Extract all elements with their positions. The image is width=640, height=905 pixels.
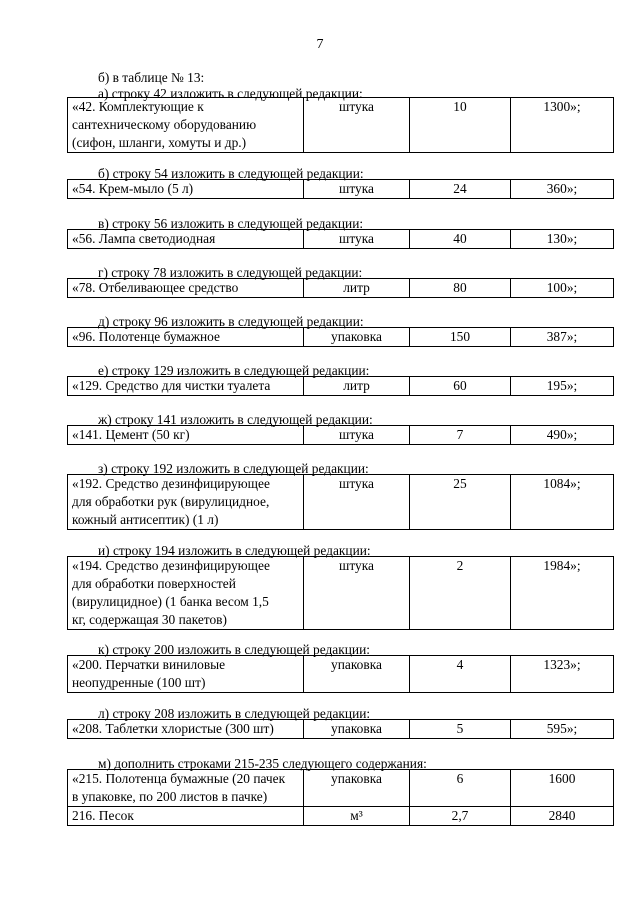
table-192: [67, 474, 614, 530]
table-row: [68, 279, 614, 298]
item-name-cell: «208. Таблетки хлористые (300 шт): [68, 720, 304, 739]
table-row: [68, 557, 614, 630]
table-row: [68, 328, 614, 347]
item-name-cell: «96. Полотенце бумажное: [68, 328, 304, 347]
unit-cell: упаковка: [304, 720, 410, 739]
unit-cell: штука: [304, 426, 410, 445]
table-54: [67, 179, 614, 199]
unit-cell: упаковка: [304, 328, 410, 347]
table-200: [67, 655, 614, 693]
unit-cell: упаковка: [304, 656, 410, 693]
table-row: [68, 377, 614, 396]
h-129: е) строку 129 изложить в следующей редакции:: [98, 363, 370, 378]
item-name-cell: 216. Песок: [68, 807, 304, 826]
h-42: а) строку 42 изложить в следующей редакции:: [98, 86, 363, 101]
price-cell: 100»;: [511, 279, 614, 298]
item-name-cell: «78. Отбеливающее средство: [68, 279, 304, 298]
table-42: [67, 97, 614, 153]
price-cell: 1300»;: [511, 98, 614, 153]
item-name-cell: «42. Комплектующие к сантехническому оборудованию (сифон, шланги, хомуты и др.): [68, 98, 304, 153]
qty-cell: 2: [410, 557, 511, 630]
qty-cell: 6: [410, 770, 511, 807]
table-row: [68, 475, 614, 530]
price-cell: 1084»;: [511, 475, 614, 530]
item-name-cell: «54. Крем-мыло (5 л): [68, 180, 304, 199]
qty-cell: 25: [410, 475, 511, 530]
h-194: и) строку 194 изложить в следующей редакции:: [98, 543, 371, 558]
table-96: [67, 327, 614, 347]
h-78: г) строку 78 изложить в следующей редакции:: [98, 265, 363, 280]
qty-cell: 2,7: [410, 807, 511, 826]
item-name-cell: «129. Средство для чистки туалета: [68, 377, 304, 396]
h-215: м) дополнить строками 215-235 следующего содержания:: [98, 756, 427, 771]
table-215-235: [67, 769, 614, 826]
qty-cell: 40: [410, 230, 511, 249]
table-row: [68, 656, 614, 693]
unit-cell: м³: [304, 807, 410, 826]
h-56: в) строку 56 изложить в следующей редакции:: [98, 216, 364, 231]
table-194: [67, 556, 614, 630]
unit-cell: штука: [304, 98, 410, 153]
price-cell: 595»;: [511, 720, 614, 739]
unit-cell: литр: [304, 377, 410, 396]
item-name-cell: «192. Средство дезинфицирующее для обработки рук (вирулицидное, кожный антисептик) (1 л): [68, 475, 304, 530]
qty-cell: 60: [410, 377, 511, 396]
table-row: [68, 770, 614, 807]
price-cell: 2840: [511, 807, 614, 826]
price-cell: 387»;: [511, 328, 614, 347]
item-name-cell: «215. Полотенца бумажные (20 пачек в упаковке, по 200 листов в пачке): [68, 770, 304, 807]
price-cell: 1600: [511, 770, 614, 807]
price-cell: 1323»;: [511, 656, 614, 693]
table-row: [68, 807, 614, 826]
h-54: б) строку 54 изложить в следующей редакции:: [98, 166, 364, 181]
unit-cell: штука: [304, 230, 410, 249]
h-208: л) строку 208 изложить в следующей редакции:: [98, 706, 371, 721]
table-129: [67, 376, 614, 396]
h-192: з) строку 192 изложить в следующей редакции:: [98, 461, 369, 476]
table-row: [68, 230, 614, 249]
item-name-cell: «200. Перчатки виниловые неопудренные (100 шт): [68, 656, 304, 693]
table-row: [68, 720, 614, 739]
table-56: [67, 229, 614, 249]
table-78: [67, 278, 614, 298]
item-name-cell: «141. Цемент (50 кг): [68, 426, 304, 445]
qty-cell: 10: [410, 98, 511, 153]
unit-cell: упаковка: [304, 770, 410, 807]
price-cell: 490»;: [511, 426, 614, 445]
h-200: к) строку 200 изложить в следующей редакции:: [98, 642, 370, 657]
qty-cell: 80: [410, 279, 511, 298]
table-row: [68, 180, 614, 199]
table-208: [67, 719, 614, 739]
price-cell: 360»;: [511, 180, 614, 199]
table-row: [68, 98, 614, 153]
unit-cell: штука: [304, 475, 410, 530]
qty-cell: 150: [410, 328, 511, 347]
qty-cell: 5: [410, 720, 511, 739]
table-141: [67, 425, 614, 445]
qty-cell: 4: [410, 656, 511, 693]
item-name-cell: «194. Средство дезинфицирующее для обработки поверхностей (вирулицидное) (1 банка весом 1,5 кг, содержащая 30 пакетов): [68, 557, 304, 630]
h-96: д) строку 96 изложить в следующей редакции:: [98, 314, 364, 329]
price-cell: 195»;: [511, 377, 614, 396]
unit-cell: штука: [304, 180, 410, 199]
qty-cell: 24: [410, 180, 511, 199]
price-cell: 1984»;: [511, 557, 614, 630]
table-row: [68, 426, 614, 445]
qty-cell: 7: [410, 426, 511, 445]
unit-cell: литр: [304, 279, 410, 298]
page-number: 7: [316, 37, 324, 52]
item-name-cell: «56. Лампа светодиодная: [68, 230, 304, 249]
h-141: ж) строку 141 изложить в следующей редакции:: [98, 412, 373, 427]
intro-line: б) в таблице № 13:: [98, 70, 205, 85]
price-cell: 130»;: [511, 230, 614, 249]
unit-cell: штука: [304, 557, 410, 630]
